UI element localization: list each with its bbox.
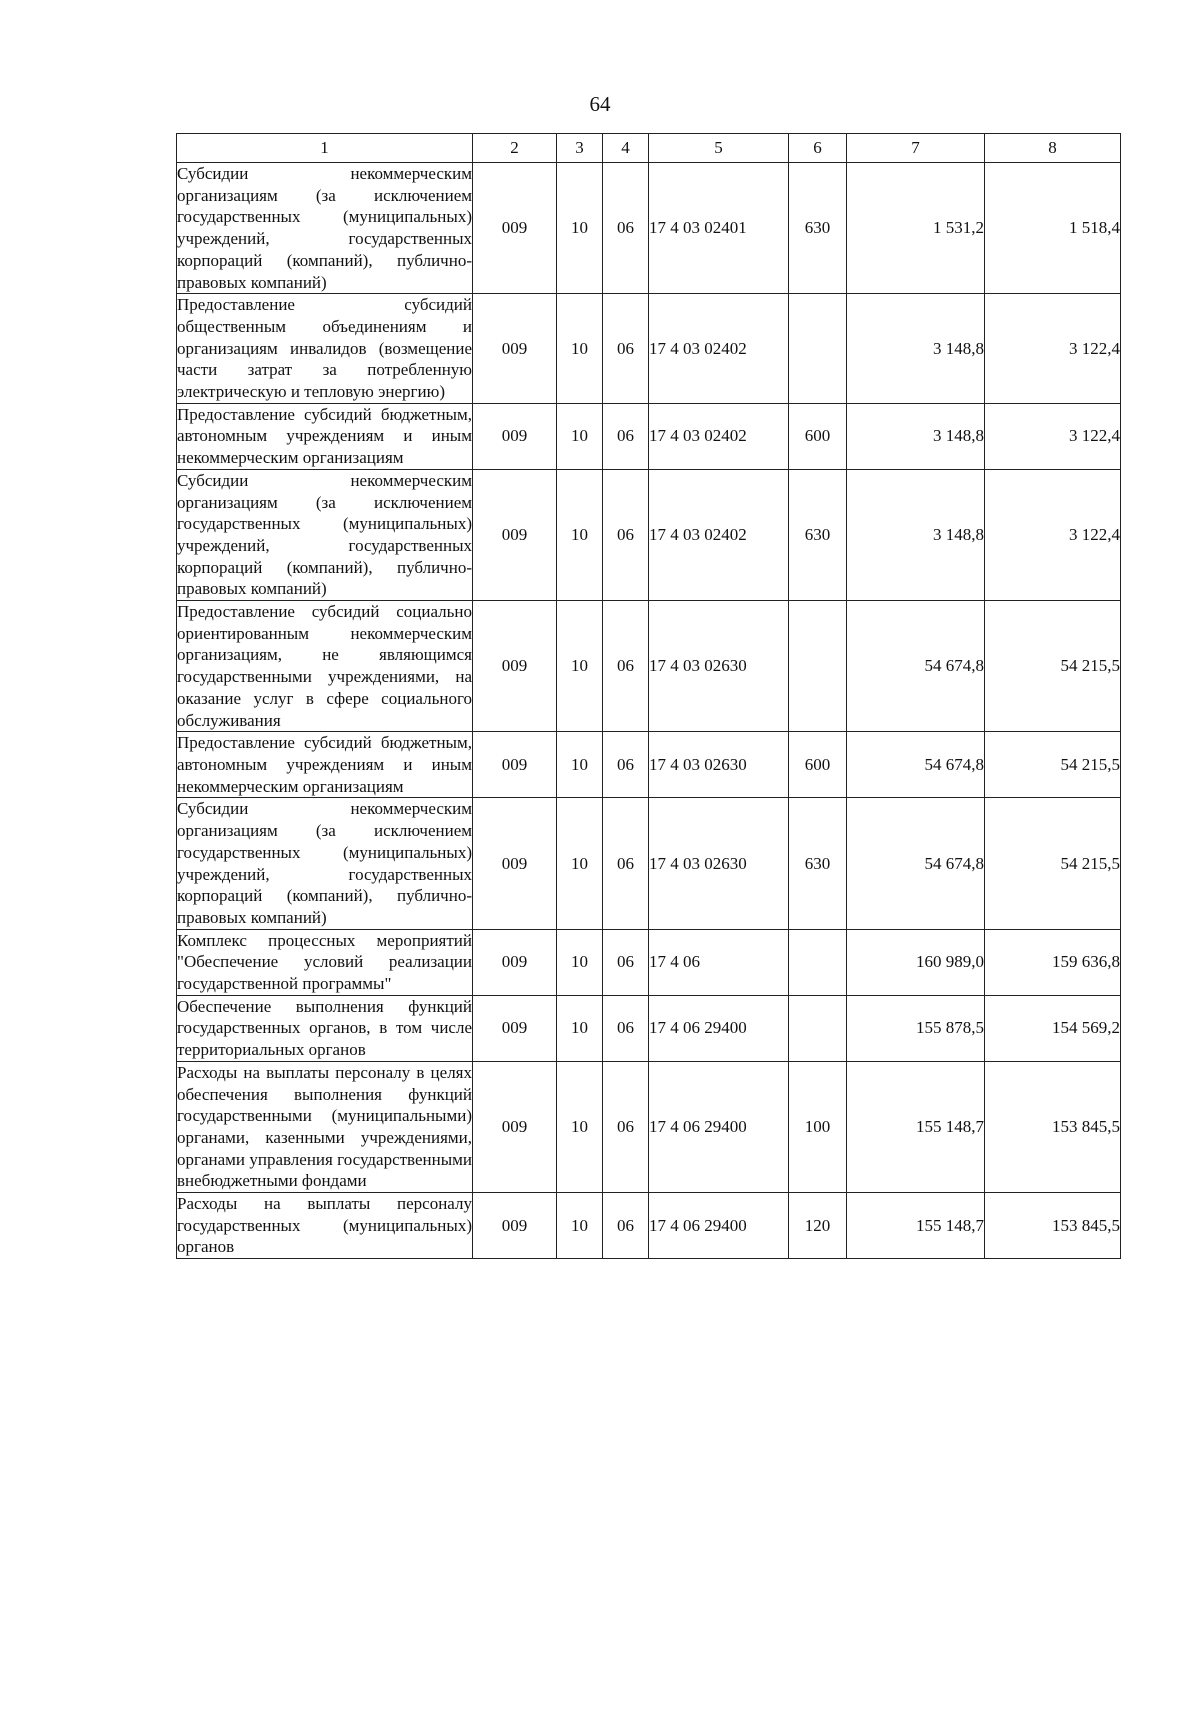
section-code: 10: [557, 1193, 603, 1259]
section-code: 10: [557, 163, 603, 294]
column-header: 6: [789, 134, 847, 163]
target-article-code: 17 4 03 02401: [649, 163, 789, 294]
budget-table: [176, 133, 1121, 1259]
subsection-code: 06: [603, 732, 649, 798]
expense-name: Расходы на выплаты персоналу государственных (муниципальных) органов: [177, 1193, 473, 1259]
amount-column-7: 155 878,5: [847, 995, 985, 1061]
section-code: 10: [557, 601, 603, 732]
amount-column-7: 1 531,2: [847, 163, 985, 294]
section-code: 10: [557, 929, 603, 995]
column-header: 3: [557, 134, 603, 163]
expense-type-code: 600: [789, 732, 847, 798]
section-code: 10: [557, 732, 603, 798]
subsection-code: 06: [603, 294, 649, 404]
amount-column-8: 154 569,2: [985, 995, 1121, 1061]
expense-type-code: [789, 294, 847, 404]
ministry-code: 009: [473, 798, 557, 929]
expense-name: Субсидии некоммерческим организациям (за исключением государственных (муниципальных) учреждений, государственных корпораций (компаний), публично-правовых компаний): [177, 798, 473, 929]
amount-column-8: 54 215,5: [985, 601, 1121, 732]
expense-type-code: 630: [789, 798, 847, 929]
table-row: [177, 163, 1121, 294]
section-code: 10: [557, 294, 603, 404]
amount-column-7: 155 148,7: [847, 1193, 985, 1259]
target-article-code: 17 4 03 02630: [649, 798, 789, 929]
subsection-code: 06: [603, 1061, 649, 1192]
expense-name: Комплекс процессных мероприятий "Обеспечение условий реализации государственной программы": [177, 929, 473, 995]
target-article-code: 17 4 06 29400: [649, 1061, 789, 1192]
column-header: 4: [603, 134, 649, 163]
column-header: 2: [473, 134, 557, 163]
amount-column-7: 54 674,8: [847, 798, 985, 929]
section-code: 10: [557, 798, 603, 929]
target-article-code: 17 4 06 29400: [649, 1193, 789, 1259]
expense-type-code: 100: [789, 1061, 847, 1192]
amount-column-8: 3 122,4: [985, 403, 1121, 469]
table-row: [177, 601, 1121, 732]
ministry-code: 009: [473, 294, 557, 404]
expense-type-code: 120: [789, 1193, 847, 1259]
amount-column-7: 54 674,8: [847, 732, 985, 798]
amount-column-8: 159 636,8: [985, 929, 1121, 995]
subsection-code: 06: [603, 1193, 649, 1259]
expense-name: Предоставление субсидий бюджетным, автономным учреждениям и иным некоммерческим организациям: [177, 403, 473, 469]
expense-name: Предоставление субсидий бюджетным, автономным учреждениям и иным некоммерческим организациям: [177, 732, 473, 798]
table-row: [177, 732, 1121, 798]
column-header: 5: [649, 134, 789, 163]
amount-column-8: 54 215,5: [985, 798, 1121, 929]
subsection-code: 06: [603, 469, 649, 600]
table-row: [177, 294, 1121, 404]
target-article-code: 17 4 06 29400: [649, 995, 789, 1061]
amount-column-7: 3 148,8: [847, 403, 985, 469]
subsection-code: 06: [603, 403, 649, 469]
ministry-code: 009: [473, 929, 557, 995]
amount-column-8: 54 215,5: [985, 732, 1121, 798]
amount-column-7: 3 148,8: [847, 469, 985, 600]
target-article-code: 17 4 03 02402: [649, 403, 789, 469]
amount-column-7: 155 148,7: [847, 1061, 985, 1192]
table-row: [177, 1193, 1121, 1259]
target-article-code: 17 4 03 02630: [649, 732, 789, 798]
expense-name: Расходы на выплаты персоналу в целях обеспечения выполнения функций государственными (муниципальными) органами, казенными учреждениями, органами управления государственными внебюджетными фондами: [177, 1061, 473, 1192]
section-code: 10: [557, 469, 603, 600]
ministry-code: 009: [473, 601, 557, 732]
expense-name: Субсидии некоммерческим организациям (за исключением государственных (муниципальных) учреждений, государственных корпораций (компаний), публично-правовых компаний): [177, 163, 473, 294]
column-header: 1: [177, 134, 473, 163]
ministry-code: 009: [473, 469, 557, 600]
expense-type-code: 630: [789, 469, 847, 600]
expense-name: Предоставление субсидий социально ориентированным некоммерческим организациям, не являющимся государственными учреждениями, на оказание услуг в сфере социального обслуживания: [177, 601, 473, 732]
ministry-code: 009: [473, 1061, 557, 1192]
expense-name: Обеспечение выполнения функций государственных органов, в том числе территориальных органов: [177, 995, 473, 1061]
ministry-code: 009: [473, 163, 557, 294]
ministry-code: 009: [473, 732, 557, 798]
ministry-code: 009: [473, 1193, 557, 1259]
expense-type-code: 600: [789, 403, 847, 469]
subsection-code: 06: [603, 798, 649, 929]
amount-column-8: 153 845,5: [985, 1193, 1121, 1259]
amount-column-8: 1 518,4: [985, 163, 1121, 294]
expense-type-code: 630: [789, 163, 847, 294]
column-header: 8: [985, 134, 1121, 163]
column-header: 7: [847, 134, 985, 163]
amount-column-7: 160 989,0: [847, 929, 985, 995]
table-row: [177, 403, 1121, 469]
subsection-code: 06: [603, 163, 649, 294]
table-row: [177, 798, 1121, 929]
amount-column-8: 3 122,4: [985, 294, 1121, 404]
expense-name: Субсидии некоммерческим организациям (за исключением государственных (муниципальных) учреждений, государственных корпораций (компаний), публично-правовых компаний): [177, 469, 473, 600]
expense-type-code: [789, 601, 847, 732]
column-number-row: [177, 134, 1121, 163]
subsection-code: 06: [603, 995, 649, 1061]
section-code: 10: [557, 403, 603, 469]
table-row: [177, 929, 1121, 995]
target-article-code: 17 4 03 02630: [649, 601, 789, 732]
target-article-code: 17 4 03 02402: [649, 469, 789, 600]
amount-column-8: 3 122,4: [985, 469, 1121, 600]
page-number: 64: [589, 92, 611, 116]
amount-column-7: 3 148,8: [847, 294, 985, 404]
ministry-code: 009: [473, 995, 557, 1061]
ministry-code: 009: [473, 403, 557, 469]
amount-column-7: 54 674,8: [847, 601, 985, 732]
target-article-code: 17 4 06: [649, 929, 789, 995]
subsection-code: 06: [603, 929, 649, 995]
table-row: [177, 995, 1121, 1061]
expense-type-code: [789, 995, 847, 1061]
target-article-code: 17 4 03 02402: [649, 294, 789, 404]
expense-name: Предоставление субсидий общественным объединениям и организациям инвалидов (возмещение части затрат за потребленную электрическую и тепловую энергию): [177, 294, 473, 404]
amount-column-8: 153 845,5: [985, 1061, 1121, 1192]
table-row: [177, 1061, 1121, 1192]
subsection-code: 06: [603, 601, 649, 732]
table-row: [177, 469, 1121, 600]
section-code: 10: [557, 1061, 603, 1192]
section-code: 10: [557, 995, 603, 1061]
expense-type-code: [789, 929, 847, 995]
